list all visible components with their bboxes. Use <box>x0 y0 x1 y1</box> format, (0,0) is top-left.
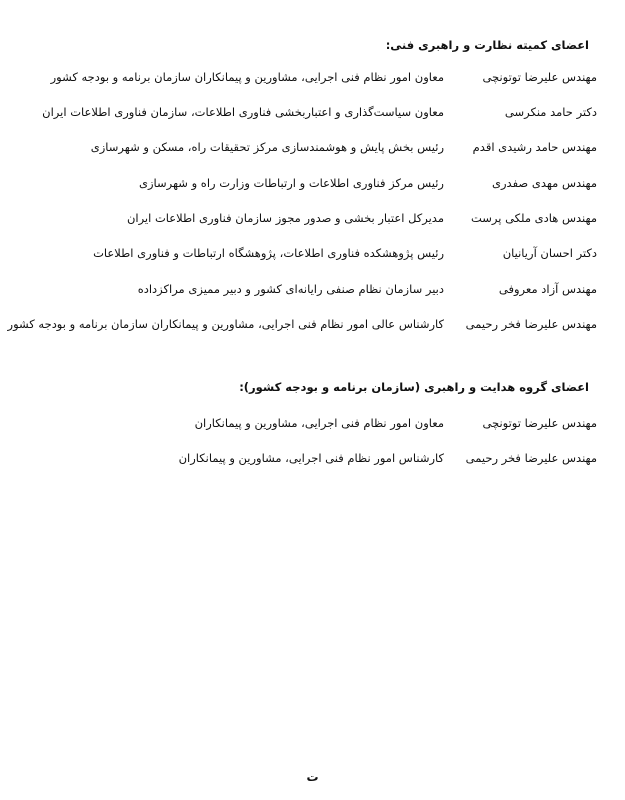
committee-title: اعضای کمیته نظارت و راهبری فنی: <box>385 38 589 52</box>
guidance-member-row <box>17 451 597 475</box>
member-name: دکتر حامد منکرسی <box>504 105 597 119</box>
guidance-member-row <box>17 416 597 440</box>
member-role: معاون سیاست‌گذاری و اعتباربخشی فناوری اطلاعات، سازمان فناوری اطلاعات ایران <box>42 105 444 119</box>
guidance-group-title: اعضای گروه هدایت و راهبری (سازمان برنامه و بودجه کشور): <box>239 380 589 394</box>
committee-member-row <box>7 317 597 341</box>
page-number: ت <box>306 770 319 784</box>
member-name: مهندس علیرضا توتونچی <box>482 416 597 430</box>
member-role: کارشناس عالی امور نظام فنی اجرایی، مشاورین و پیمانکاران سازمان برنامه و بودجه کشور <box>7 317 444 331</box>
committee-member-row <box>17 282 597 306</box>
member-role: رئیس مرکز فناوری اطلاعات و ارتباطات وزارت راه و شهرسازی <box>138 176 444 190</box>
member-name: مهندس مهدی صفدری <box>492 176 597 190</box>
member-role: کارشناس امور نظام فنی اجرایی، مشاورین و پیمانکاران <box>178 451 444 465</box>
committee-member-row <box>17 246 597 270</box>
member-role: رئیس بخش پایش و هوشمندسازی مرکز تحقیقات راه، مسکن و شهرسازی <box>90 140 444 154</box>
committee-member-row <box>17 176 597 200</box>
member-name: مهندس علیرضا توتونچی <box>482 70 597 84</box>
committee-member-row <box>17 211 597 235</box>
member-role: معاون امور نظام فنی اجرایی، مشاورین و پیمانکاران سازمان برنامه و بودجه کشور <box>50 70 444 84</box>
member-role: مدیرکل اعتبار بخشی و صدور مجوز سازمان فناوری اطلاعات ایران <box>126 211 444 225</box>
member-name: مهندس علیرضا فخر رحیمی <box>465 451 597 465</box>
member-name: مهندس آزاد معروفی <box>498 282 597 296</box>
member-role: معاون امور نظام فنی اجرایی، مشاورین و پیمانکاران <box>194 416 444 430</box>
committee-member-row <box>17 70 597 94</box>
member-name: دکتر احسان آریانیان <box>502 246 597 260</box>
member-name: مهندس حامد رشیدی اقدم <box>472 140 597 154</box>
committee-member-row <box>17 105 597 129</box>
committee-member-row <box>17 140 597 164</box>
member-role: دبیر سازمان نظام صنفی رایانه‌ای کشور و دبیر ممیزی مراکزداده <box>137 282 444 296</box>
member-name: مهندس هادی ملکی پرست <box>470 211 597 225</box>
member-role: رئیس پژوهشکده فناوری اطلاعات، پژوهشگاه ارتباطات و فناوری اطلاعات <box>93 246 444 260</box>
member-name: مهندس علیرضا فخر رحیمی <box>465 317 597 331</box>
